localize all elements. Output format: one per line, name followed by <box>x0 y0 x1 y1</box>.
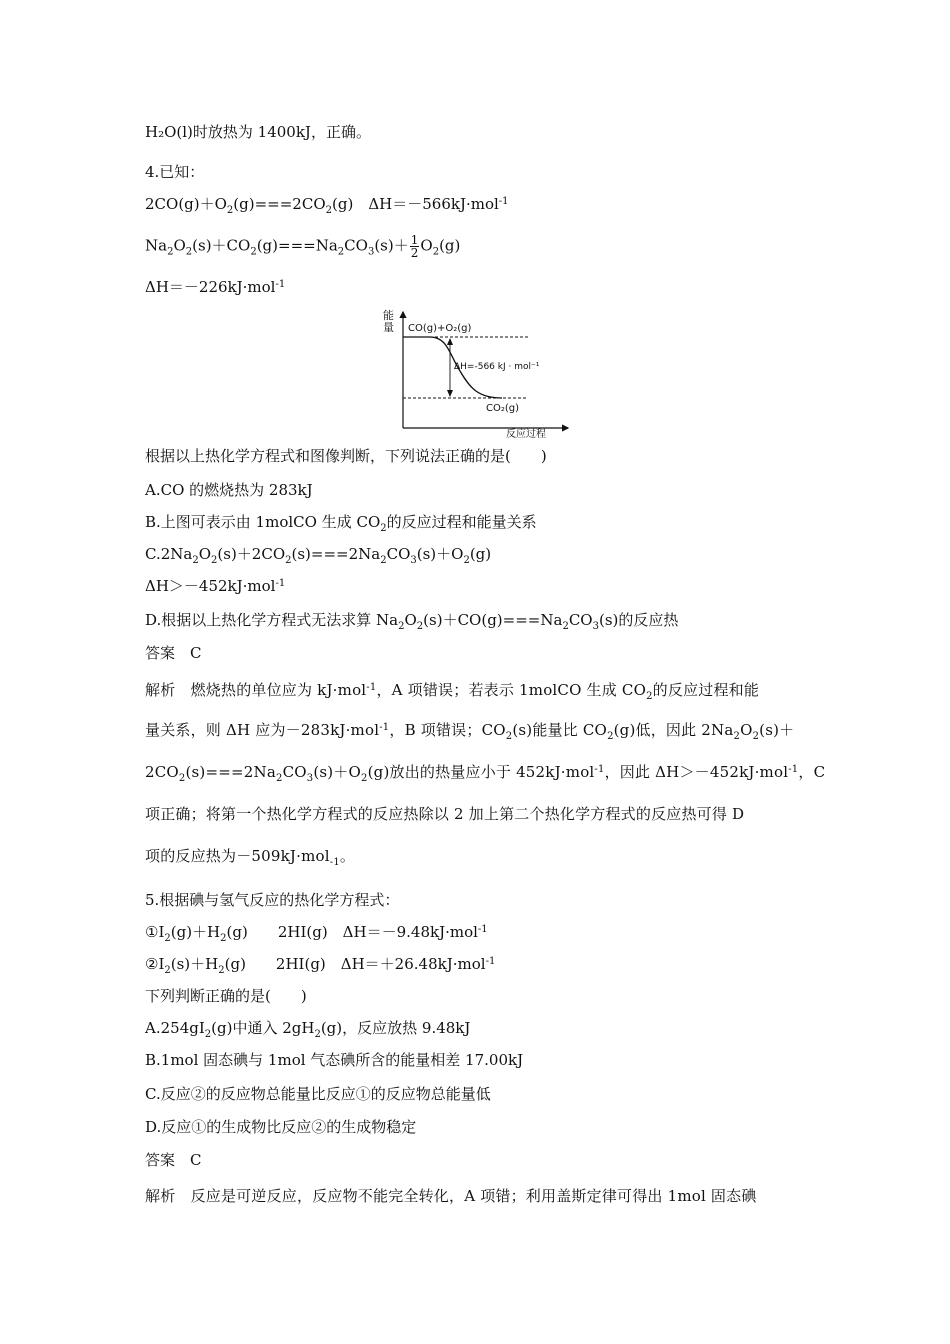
text: 2CO <box>145 763 179 781</box>
text: 5.根据碘与氢气反应的热化学方程式： <box>145 891 400 909</box>
q4-explanation-line-2 <box>145 720 794 740</box>
q5-option-d <box>145 1117 416 1137</box>
text: ①I <box>145 923 165 941</box>
q4-stem <box>145 446 547 466</box>
superscript: -1 <box>379 722 390 733</box>
text: 下列判断正确的是( ) <box>145 987 307 1005</box>
text: ，因此 ΔH＞－452kJ·mol <box>604 763 789 781</box>
text: ΔH＞－452kJ·mol <box>145 577 276 595</box>
subscript: 2 <box>226 205 234 216</box>
subscript: 3 <box>592 621 599 632</box>
subscript: 3 <box>306 773 314 784</box>
q5-answer <box>145 1150 201 1170</box>
text: B.1mol 固态碘与 1mol 气态碘所含的能量相差 17.00kJ <box>145 1051 524 1069</box>
text: (s)＋O <box>313 763 362 781</box>
text: O <box>198 545 212 563</box>
text: ②I <box>145 955 165 973</box>
text: 答案 C <box>145 1151 202 1169</box>
text: C.2Na <box>145 545 193 563</box>
delta-h-label: ΔH=-566 kJ · mol⁻¹ <box>454 362 540 372</box>
superscript: -1 <box>275 279 286 290</box>
q5-title <box>145 890 399 910</box>
q5-option-c <box>145 1084 491 1104</box>
text: (g) <box>439 236 461 255</box>
subscript: 2 <box>285 555 292 566</box>
text: A.CO 的燃烧热为 283kJ <box>145 481 313 499</box>
product-label: CO₂(g) <box>486 403 520 414</box>
q4-option-c-dh <box>145 576 285 596</box>
text: O <box>404 611 417 629</box>
text: ，C <box>798 763 826 781</box>
subscript: -1 <box>329 857 340 868</box>
text: CO <box>568 611 593 629</box>
subscript: 2 <box>733 731 741 742</box>
text: (g)＋H <box>170 923 221 941</box>
text: (g)放出的热量应小于 452kJ·mol <box>367 763 595 781</box>
text: (s)＋2CO <box>217 545 286 563</box>
arrow-down-icon <box>447 390 453 397</box>
subscript: 2 <box>164 933 171 944</box>
text-line-h2o <box>145 122 371 142</box>
subscript: 2 <box>218 965 225 976</box>
subscript: 2 <box>646 691 653 702</box>
subscript: 2 <box>276 773 283 784</box>
text: ，B 项错误；CO <box>389 721 506 739</box>
text: 4.已知： <box>145 163 205 181</box>
q4-option-c <box>145 544 491 564</box>
text: ，A 项错误；若表示 1molCO 生成 CO <box>376 681 647 699</box>
text: CO <box>386 545 411 563</box>
q4-explanation-line-4 <box>145 804 744 824</box>
subscript: 2 <box>185 246 193 258</box>
superscript: -1 <box>366 682 377 693</box>
subscript: 2 <box>607 731 614 742</box>
text: 解析 反应是可逆反应，反应物不能完全转化，A 项错；利用盖斯定律可得出 1mol 固态碘 <box>145 1187 757 1205</box>
subscript: 2 <box>314 1029 321 1040</box>
subscript: 2 <box>361 773 368 784</box>
text: (g)===2CO <box>233 195 326 213</box>
text: O <box>740 721 753 739</box>
subscript: 2 <box>167 246 174 258</box>
subscript: 2 <box>204 1029 212 1040</box>
text: (g) 2HI(g) ΔH＝－9.48kJ·mol <box>226 923 478 941</box>
text: 。 <box>339 847 356 865</box>
q4-explanation-line-3 <box>145 762 825 782</box>
subscript: 2 <box>380 523 387 534</box>
q5-equation-2 <box>145 954 495 974</box>
q4-answer <box>145 643 201 663</box>
text: (s)===2Na <box>185 763 277 781</box>
x-axis-label: 反应过程 <box>506 429 546 440</box>
text: CO <box>282 763 307 781</box>
subscript: 2 <box>250 246 257 258</box>
fraction-numerator: 1 <box>410 233 419 247</box>
text: 解析 燃烧热的单位应为 kJ·mol <box>145 681 367 699</box>
text: (g)中通入 2gH <box>211 1019 315 1037</box>
text: 2CO(g)＋O <box>145 195 227 213</box>
subscript: 2 <box>562 621 569 632</box>
subscript: 2 <box>398 621 405 632</box>
subscript: 3 <box>410 555 417 566</box>
q4-explanation-line-5 <box>145 846 355 866</box>
superscript: -1 <box>594 764 605 775</box>
subscript: 2 <box>505 731 513 742</box>
q5-stem <box>145 986 307 1006</box>
subscript: 2 <box>752 731 760 742</box>
superscript: -1 <box>498 196 509 207</box>
text: 项正确；将第一个热化学方程式的反应热除以 2 加上第二个热化学方程式的反应热可得 D <box>145 805 745 823</box>
q4-explanation-line-1 <box>145 680 759 700</box>
text: (s)＋ <box>759 721 795 739</box>
subscript: 2 <box>463 555 470 566</box>
text: Na <box>145 236 168 255</box>
text: (s)＋CO(g)===Na <box>423 611 563 629</box>
text: (s)＋CO <box>192 236 251 255</box>
text: (s)＋O <box>416 545 464 563</box>
text: (s)＋ <box>374 236 409 255</box>
fraction-one-half <box>410 234 420 259</box>
subscript: 2 <box>211 555 218 566</box>
energy-diagram <box>378 306 574 440</box>
text: (g)，反应放热 9.48kJ <box>320 1019 471 1037</box>
subscript: 2 <box>432 246 440 258</box>
q5-option-b <box>145 1050 523 1070</box>
subscript: 2 <box>192 555 199 566</box>
text: 量关系，则 ΔH 应为－283kJ·mol <box>145 721 380 739</box>
superscript: -1 <box>275 578 286 589</box>
q4-option-d <box>145 610 678 630</box>
subscript: 2 <box>337 246 345 258</box>
subscript: 2 <box>325 205 333 216</box>
text: (g) 2HI(g) ΔH＝＋26.48kJ·mol <box>224 955 486 973</box>
text: 的反应过程和能 <box>652 681 760 699</box>
q5-explanation-line-1 <box>145 1186 757 1206</box>
text: C.反应②的反应物总能量比反应①的反应物总能量低 <box>145 1085 491 1103</box>
text: (g)===Na <box>256 236 338 255</box>
text: A.254gI <box>145 1019 205 1037</box>
q4-equation-2-dh <box>145 277 285 297</box>
text: O <box>173 236 186 255</box>
subscript: 2 <box>164 965 171 976</box>
q5-option-a <box>145 1018 470 1038</box>
text: (g) <box>469 545 492 563</box>
superscript: -1 <box>788 764 799 775</box>
text: (s)＋H <box>170 955 219 973</box>
text: (s)能量比 CO <box>512 721 608 739</box>
text: CO <box>344 236 368 255</box>
subscript: 2 <box>220 933 227 944</box>
arrow-up-icon <box>447 338 453 345</box>
text: D.根据以上热化学方程式无法求算 Na <box>145 611 399 629</box>
text: B.上图可表示由 1molCO 生成 CO <box>145 513 381 531</box>
text: 答案 C <box>145 644 202 662</box>
text: O <box>420 236 433 255</box>
subscript: 2 <box>380 555 387 566</box>
text: 项的反应热为－509kJ·mol <box>145 847 330 865</box>
y-axis-label-2: 量 <box>383 321 394 334</box>
text: (g)低，因此 2Na <box>613 721 734 739</box>
q4-equation-1 <box>145 194 509 214</box>
text: D.反应①的生成物比反应②的生成物稳定 <box>145 1118 417 1136</box>
subscript: 3 <box>367 246 375 258</box>
superscript: -1 <box>485 956 496 967</box>
reactant-label: CO(g)+O₂(g) <box>408 323 472 334</box>
text: (g) ΔH＝－566kJ·mol <box>332 195 499 213</box>
q4-option-b <box>145 512 537 532</box>
y-axis-label-1: 能 <box>383 309 394 322</box>
text: ΔH＝－226kJ·mol <box>145 278 276 296</box>
subscript: 2 <box>178 773 186 784</box>
subscript: 2 <box>416 621 424 632</box>
superscript: -1 <box>477 924 488 935</box>
q5-equation-1 <box>145 922 488 942</box>
q4-option-a <box>145 480 313 500</box>
q4-title <box>145 162 204 182</box>
text: (s)===2Na <box>291 545 381 563</box>
text: H₂O(l)时放热为 1400kJ，正确。 <box>145 123 371 141</box>
fraction-denominator: 2 <box>410 246 419 260</box>
text: 根据以上热化学方程式和图像判断，下列说法正确的是( ) <box>145 447 547 465</box>
text: 的反应过程和能量关系 <box>386 513 537 531</box>
text: (s)的反应热 <box>598 611 679 629</box>
q4-equation-2 <box>145 234 460 259</box>
